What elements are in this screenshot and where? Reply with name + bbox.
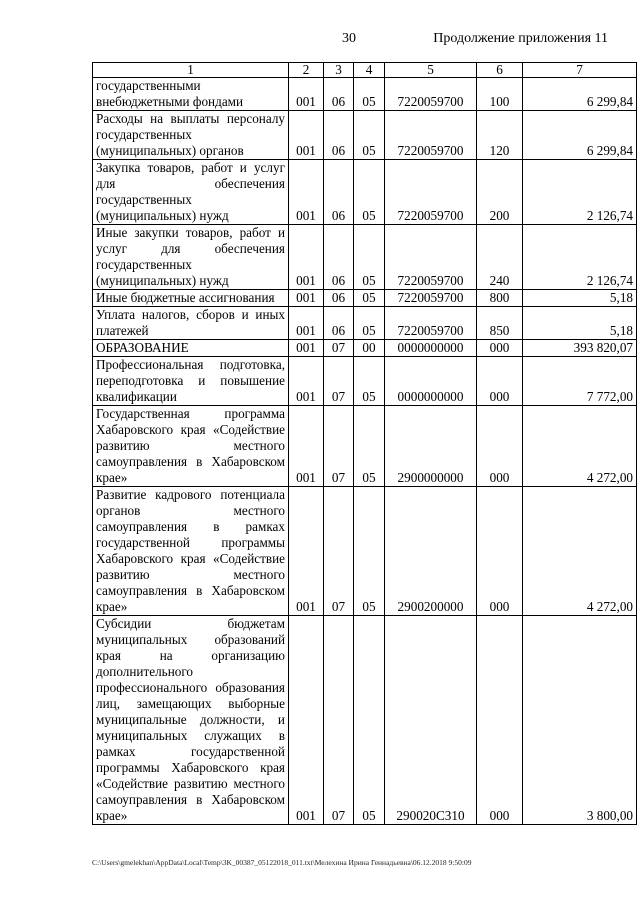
table-header-row	[93, 63, 637, 78]
row-name-cell: Субсидии бюджетам муниципальных образований края на организацию дополнительного профессионального образования лиц, замещающих выборные муниципальные должности, и муниципальных служащих в рамках государственной программы Хабаровского края «Содействие развитию местного самоуправления в Хабаровском крае»	[93, 616, 289, 825]
budget-table	[92, 62, 637, 825]
row-name-cell: Иные бюджетные ассигнования	[93, 290, 289, 307]
expense-type-cell: 240	[477, 225, 523, 290]
table-row	[93, 307, 637, 340]
ministry-code-cell: 001	[289, 357, 324, 406]
table-row	[93, 357, 637, 406]
column-header: 7	[523, 63, 637, 78]
target-item-cell: 0000000000	[385, 340, 477, 357]
expense-type-cell: 100	[477, 78, 523, 111]
table-row	[93, 616, 637, 825]
table-row	[93, 225, 637, 290]
subsection-code-cell: 05	[354, 78, 385, 111]
section-code-cell: 06	[324, 307, 354, 340]
amount-cell: 6 299,84	[523, 111, 637, 160]
section-code-cell: 06	[324, 290, 354, 307]
subsection-code-cell: 05	[354, 307, 385, 340]
expense-type-cell: 000	[477, 406, 523, 487]
table-row	[93, 78, 637, 111]
column-header: 4	[354, 63, 385, 78]
expense-type-cell: 850	[477, 307, 523, 340]
row-name-cell: государственными внебюджетными фондами	[93, 78, 289, 111]
expense-type-cell: 200	[477, 160, 523, 225]
subsection-code-cell: 00	[354, 340, 385, 357]
page-number: 30	[342, 31, 356, 46]
section-code-cell: 06	[324, 78, 354, 111]
target-item-cell: 0000000000	[385, 357, 477, 406]
amount-cell: 5,18	[523, 290, 637, 307]
target-item-cell: 2900000000	[385, 406, 477, 487]
ministry-code-cell: 001	[289, 406, 324, 487]
ministry-code-cell: 001	[289, 160, 324, 225]
section-code-cell: 07	[324, 340, 354, 357]
table-row	[93, 160, 637, 225]
column-header: 5	[385, 63, 477, 78]
row-name-cell: Государственная программа Хабаровского края «Содействие развитию местного самоуправления в Хабаровском крае»	[93, 406, 289, 487]
section-code-cell: 06	[324, 111, 354, 160]
ministry-code-cell: 001	[289, 340, 324, 357]
row-name-cell: ОБРАЗОВАНИЕ	[93, 340, 289, 357]
row-name-cell: Профессиональная подготовка, переподготовка и повышение квалификации	[93, 357, 289, 406]
ministry-code-cell: 001	[289, 307, 324, 340]
subsection-code-cell: 05	[354, 357, 385, 406]
amount-cell: 393 820,07	[523, 340, 637, 357]
table-row	[93, 290, 637, 307]
expense-type-cell: 000	[477, 340, 523, 357]
ministry-code-cell: 001	[289, 290, 324, 307]
amount-cell: 4 272,00	[523, 487, 637, 616]
section-code-cell: 07	[324, 616, 354, 825]
row-name-cell: Развитие кадрового потенциала органов местного самоуправления в рамках государственной программы Хабаровского края «Содействие развитию местного самоуправления в Хабаровском крае»	[93, 487, 289, 616]
target-item-cell: 2900200000	[385, 487, 477, 616]
amount-cell: 4 272,00	[523, 406, 637, 487]
amount-cell: 2 126,74	[523, 160, 637, 225]
target-item-cell: 7220059700	[385, 290, 477, 307]
amount-cell: 3 800,00	[523, 616, 637, 825]
target-item-cell: 290020С310	[385, 616, 477, 825]
section-code-cell: 07	[324, 487, 354, 616]
ministry-code-cell: 001	[289, 111, 324, 160]
amount-cell: 2 126,74	[523, 225, 637, 290]
ministry-code-cell: 001	[289, 487, 324, 616]
section-code-cell: 07	[324, 357, 354, 406]
expense-type-cell: 800	[477, 290, 523, 307]
row-name-cell: Иные закупки товаров, работ и услуг для обеспечения государственных (муниципальных) нужд	[93, 225, 289, 290]
section-code-cell: 07	[324, 406, 354, 487]
row-name-cell: Расходы на выплаты персоналу государственных (муниципальных) органов	[93, 111, 289, 160]
column-header: 2	[289, 63, 324, 78]
amount-cell: 6 299,84	[523, 78, 637, 111]
ministry-code-cell: 001	[289, 78, 324, 111]
expense-type-cell: 000	[477, 487, 523, 616]
subsection-code-cell: 05	[354, 111, 385, 160]
table-row	[93, 111, 637, 160]
expense-type-cell: 120	[477, 111, 523, 160]
subsection-code-cell: 05	[354, 487, 385, 616]
ministry-code-cell: 001	[289, 616, 324, 825]
column-header: 3	[324, 63, 354, 78]
row-name-cell: Уплата налогов, сборов и иных платежей	[93, 307, 289, 340]
subsection-code-cell: 05	[354, 406, 385, 487]
expense-type-cell: 000	[477, 357, 523, 406]
subsection-code-cell: 05	[354, 290, 385, 307]
target-item-cell: 7220059700	[385, 111, 477, 160]
table-row	[93, 406, 637, 487]
table-row	[93, 487, 637, 616]
target-item-cell: 7220059700	[385, 160, 477, 225]
subsection-code-cell: 05	[354, 616, 385, 825]
row-name-cell: Закупка товаров, работ и услуг для обеспечения государственных (муниципальных) нужд	[93, 160, 289, 225]
column-header: 1	[93, 63, 289, 78]
subsection-code-cell: 05	[354, 225, 385, 290]
expense-type-cell: 000	[477, 616, 523, 825]
continuation-label: Продолжение приложения 11	[433, 31, 608, 46]
target-item-cell: 7220059700	[385, 307, 477, 340]
amount-cell: 7 772,00	[523, 357, 637, 406]
amount-cell: 5,18	[523, 307, 637, 340]
column-header: 6	[477, 63, 523, 78]
section-code-cell: 06	[324, 225, 354, 290]
ministry-code-cell: 001	[289, 225, 324, 290]
section-code-cell: 06	[324, 160, 354, 225]
target-item-cell: 7220059700	[385, 225, 477, 290]
table-row	[93, 340, 637, 357]
file-path-footer: C:\Users\gmelekhan\AppData\Local\Temp\3K_00387_05122018_011.txt\Мелехина Ирина Геннадьевна\06.12.2018 9:50:09	[92, 858, 472, 867]
subsection-code-cell: 05	[354, 160, 385, 225]
target-item-cell: 7220059700	[385, 78, 477, 111]
